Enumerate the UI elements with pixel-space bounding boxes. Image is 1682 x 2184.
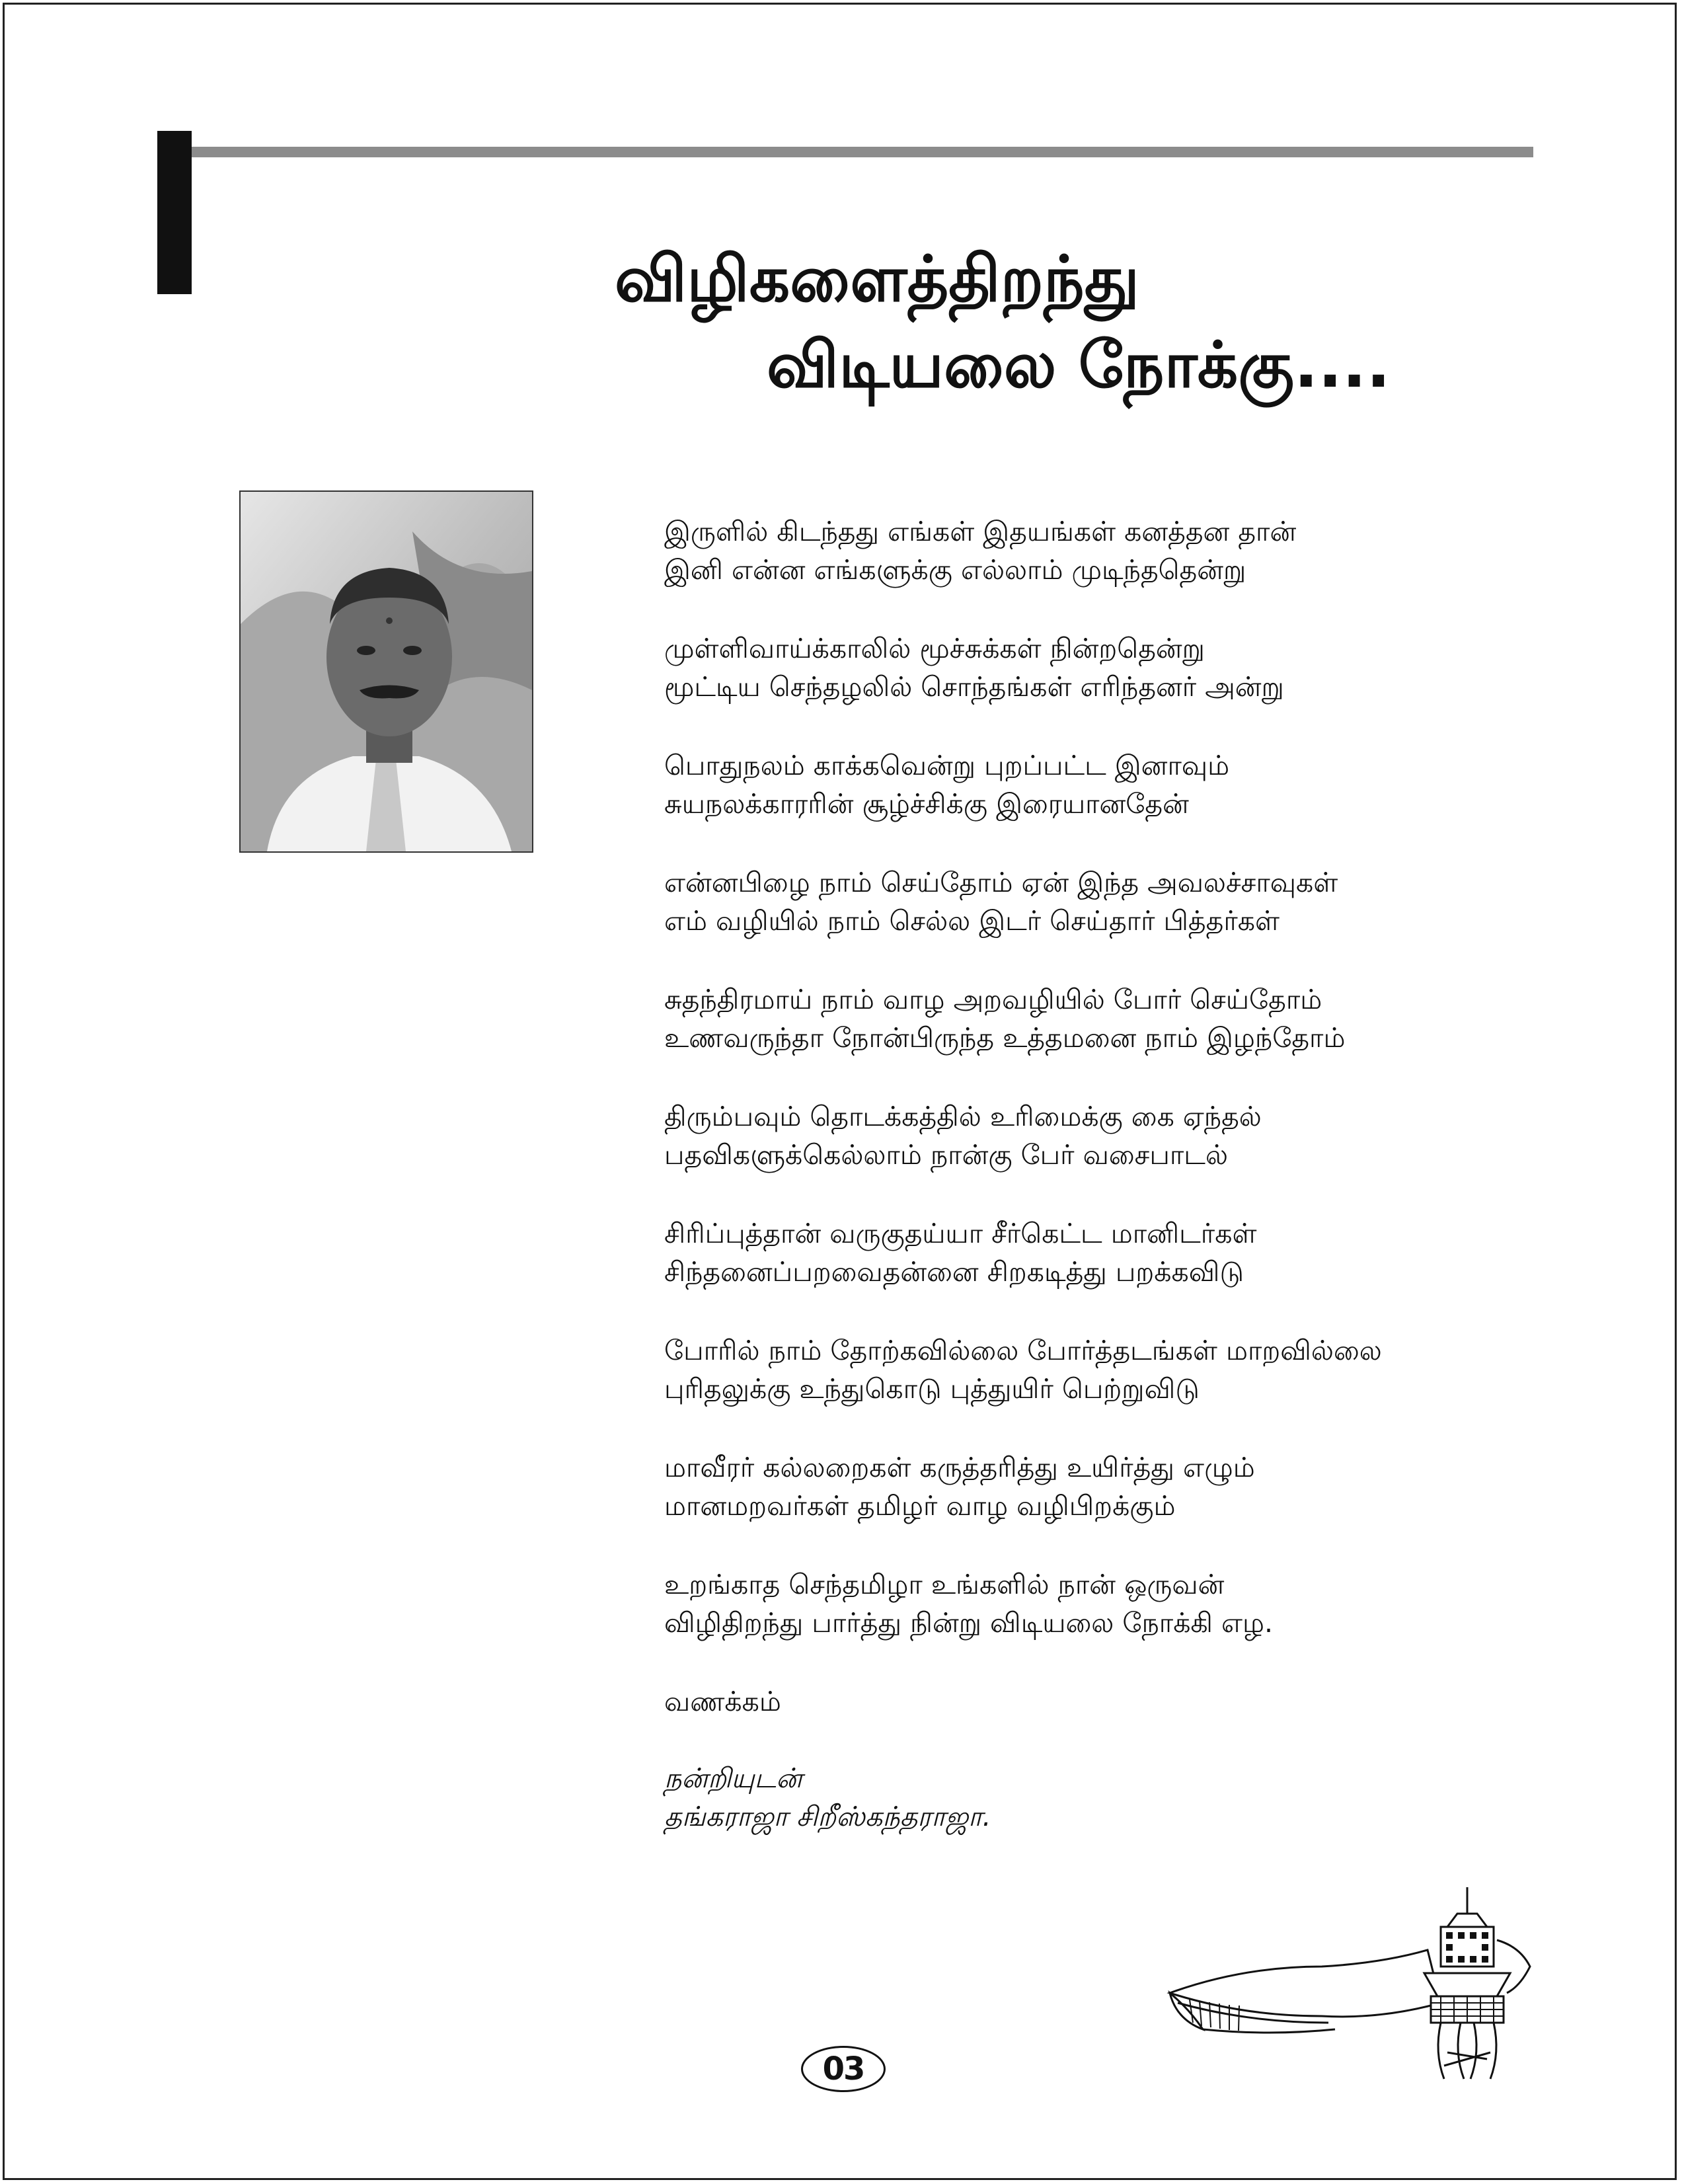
author-name: தங்கராஜா சிறீஸ்கந்தராஜா. xyxy=(664,1801,991,1832)
stanza xyxy=(664,863,1523,940)
poem-line: உணவருந்தா நோன்பிருந்த உத்தமனை நாம் இழந்தோம் xyxy=(664,1022,1346,1054)
poem-line: இனி என்ன எங்களுக்கு எல்லாம் முடிந்ததென்று xyxy=(664,554,1246,586)
poem-line: சிரிப்புத்தான் வருகுதய்யா சீர்கெட்ட மானிடர்கள் xyxy=(664,1218,1257,1249)
stanza xyxy=(664,1565,1523,1642)
stanza xyxy=(664,746,1523,823)
poem-line: முள்ளிவாய்க்காலில் மூச்சுக்கள் நின்றதென்று xyxy=(664,633,1205,664)
author-photo xyxy=(239,490,533,853)
poem-line: விழிதிறந்து பார்த்து நின்று விடியலை நோக்கி எழ. xyxy=(664,1607,1274,1639)
poem-line: சுயநலக்காரரின் சூழ்ச்சிக்கு இரையானதேன் xyxy=(664,788,1189,820)
stanza xyxy=(664,1331,1523,1408)
stanza xyxy=(664,980,1523,1057)
header-gray-rule xyxy=(192,147,1533,157)
stanza xyxy=(664,512,1523,589)
ribbon-tower-ornament xyxy=(1163,1887,1533,2086)
poem-line: புரிதலுக்கு உந்துகொடு புத்துயிர் பெற்றுவிடு xyxy=(664,1373,1200,1405)
poem-title-line-1: விழிகளைத்திறந்து xyxy=(615,242,1139,316)
stanza xyxy=(664,1214,1523,1291)
poem-line: போரில் நாம் தோற்கவில்லை போர்த்தடங்கள் மாறவில்லை xyxy=(664,1335,1382,1366)
greeting: வணக்கம் xyxy=(664,1686,781,1717)
poem-line: எம் வழியில் நாம் செல்ல இடர் செய்தார் பித்தர்கள் xyxy=(664,905,1280,937)
page-number-oval xyxy=(801,2046,886,2092)
poem-title-line-2: விடியலை நோக்கு.... xyxy=(767,328,1391,402)
signoff: நன்றியுடன் xyxy=(664,1762,802,1794)
stanza xyxy=(664,629,1523,706)
poem-line: மாவீரர் கல்லறைகள் கருத்தரித்து உயிர்த்து எழும் xyxy=(664,1452,1255,1483)
poem-line: பதவிகளுக்கெல்லாம் நான்கு பேர் வசைபாடல் xyxy=(664,1139,1228,1171)
poem-line: உறங்காத செந்தமிழா உங்களில் நான் ஒருவன் xyxy=(664,1569,1225,1600)
poem-line: சுதந்திரமாய் நாம் வாழ அறவழியில் போர் செய்தோம் xyxy=(664,984,1322,1015)
stanza xyxy=(664,1097,1523,1174)
poem-line: மூட்டிய செந்தழலில் சொந்தங்கள் எரிந்தனர் அன்று xyxy=(664,671,1284,703)
page-number: 03 xyxy=(822,2050,864,2087)
poem-line: இருளில் கிடந்தது எங்கள் இதயங்கள் கனத்தன தான் xyxy=(664,516,1297,547)
poem-line: மானமறவர்கள் தமிழர் வாழ வழிபிறக்கும் xyxy=(664,1490,1176,1522)
stanza xyxy=(664,1448,1523,1525)
header-black-bar xyxy=(157,131,192,294)
poem-line: என்னபிழை நாம் செய்தோம் ஏன் இந்த அவலச்சாவுகள் xyxy=(664,867,1338,898)
poem-body xyxy=(664,512,1523,1836)
poem-line: சிந்தனைப்பறவைதன்னை சிறகடித்து பறக்கவிடு xyxy=(664,1256,1244,1288)
poem-line: பொதுநலம் காக்கவென்று புறப்பட்ட இனாவும் xyxy=(664,750,1230,781)
poem-line: திரும்பவும் தொடக்கத்தில் உரிமைக்கு கை ஏந்தல் xyxy=(664,1101,1262,1132)
